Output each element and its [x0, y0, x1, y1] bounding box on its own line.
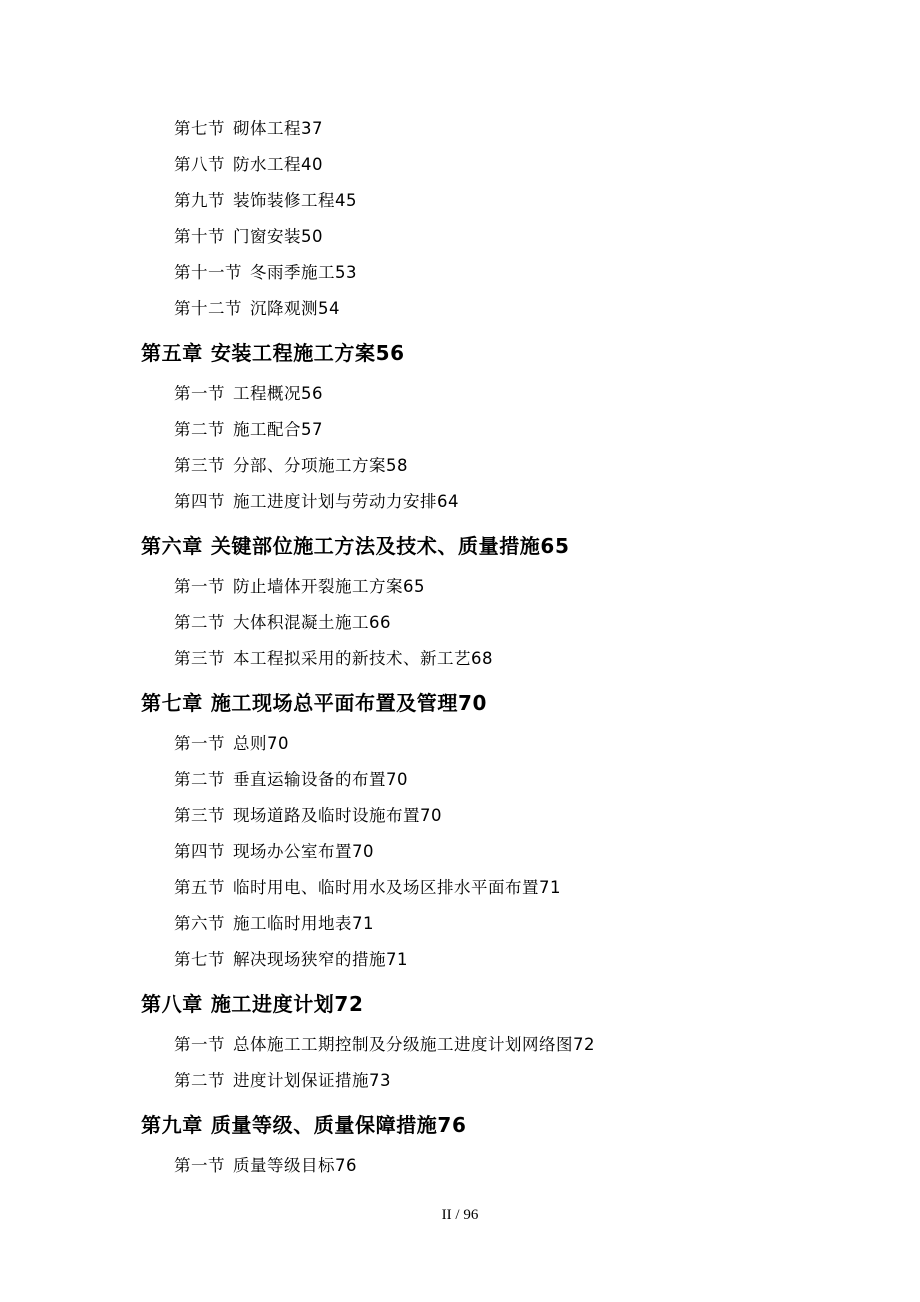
section-page: 58 — [386, 456, 408, 475]
section-number: 第四节 — [174, 492, 225, 511]
section-number: 第二节 — [174, 1071, 225, 1090]
section-number: 第九节 — [174, 191, 225, 210]
section-number: 第十节 — [174, 227, 225, 246]
toc-section-entry[interactable] — [174, 736, 289, 753]
toc-section-entry[interactable] — [174, 772, 408, 789]
section-title: 进度计划保证措施 — [233, 1071, 369, 1090]
section-title: 冬雨季施工 — [250, 263, 335, 282]
section-page: 70 — [386, 770, 408, 789]
section-number: 第一节 — [174, 384, 225, 403]
section-title: 施工进度计划与劳动力安排 — [233, 492, 437, 511]
section-page: 57 — [301, 420, 323, 439]
toc-section-entry[interactable] — [174, 193, 357, 210]
toc-section-entry[interactable] — [174, 579, 425, 596]
section-number: 第三节 — [174, 456, 225, 475]
chapter-number: 第七章 — [141, 691, 203, 715]
section-page: 54 — [318, 299, 340, 318]
section-page: 64 — [437, 492, 459, 511]
toc-section-entry[interactable] — [174, 952, 408, 969]
section-page: 72 — [573, 1035, 595, 1054]
section-number: 第四节 — [174, 842, 225, 861]
section-title: 砌体工程 — [233, 119, 301, 138]
section-page: 71 — [352, 914, 374, 933]
toc-section-entry[interactable] — [174, 422, 323, 439]
toc-section-entry[interactable] — [174, 880, 561, 897]
chapter-page: 70 — [458, 691, 488, 715]
section-page: 71 — [539, 878, 561, 897]
chapter-page: 72 — [334, 992, 364, 1016]
section-number: 第三节 — [174, 806, 225, 825]
section-number: 第二节 — [174, 420, 225, 439]
section-number: 第一节 — [174, 734, 225, 753]
section-page: 71 — [386, 950, 408, 969]
toc-section-entry[interactable] — [174, 615, 391, 632]
chapter-number: 第九章 — [141, 1113, 203, 1137]
section-title: 门窗安装 — [233, 227, 301, 246]
section-title: 临时用电、临时用水及场区排水平面布置 — [233, 878, 539, 897]
section-title: 解决现场狭窄的措施 — [233, 950, 386, 969]
section-title: 现场道路及临时设施布置 — [233, 806, 420, 825]
section-number: 第二节 — [174, 613, 225, 632]
section-title: 质量等级目标 — [233, 1156, 335, 1175]
toc-chapter-entry[interactable] — [141, 1115, 466, 1135]
section-page: 53 — [335, 263, 357, 282]
section-title: 施工临时用地表 — [233, 914, 352, 933]
section-page: 70 — [352, 842, 374, 861]
section-title: 分部、分项施工方案 — [233, 456, 386, 475]
chapter-title: 质量等级、质量保障措施 — [210, 1113, 438, 1137]
section-page: 73 — [369, 1071, 391, 1090]
toc-section-entry[interactable] — [174, 494, 459, 511]
section-number: 第七节 — [174, 119, 225, 138]
section-title: 现场办公室布置 — [233, 842, 352, 861]
section-number: 第六节 — [174, 914, 225, 933]
section-title: 总体施工工期控制及分级施工进度计划网络图 — [233, 1035, 573, 1054]
section-title: 总则 — [233, 734, 267, 753]
toc-section-entry[interactable] — [174, 157, 323, 174]
toc-section-entry[interactable] — [174, 121, 323, 138]
chapter-title: 施工现场总平面布置及管理 — [210, 691, 459, 715]
toc-chapter-entry[interactable] — [141, 343, 405, 363]
section-title: 沉降观测 — [250, 299, 318, 318]
chapter-page: 76 — [437, 1113, 467, 1137]
section-title: 装饰装修工程 — [233, 191, 335, 210]
section-title: 本工程拟采用的新技术、新工艺 — [233, 649, 471, 668]
section-page: 40 — [301, 155, 323, 174]
toc-chapter-entry[interactable] — [141, 693, 487, 713]
section-number: 第五节 — [174, 878, 225, 897]
page-number-footer: II / 96 — [441, 1207, 479, 1223]
section-number: 第十二节 — [174, 299, 242, 318]
chapter-title: 安装工程施工方案 — [210, 341, 376, 365]
toc-section-entry[interactable] — [174, 1037, 595, 1054]
chapter-page: 56 — [375, 341, 405, 365]
chapter-number: 第六章 — [141, 534, 203, 558]
toc-section-entry[interactable] — [174, 916, 374, 933]
section-title: 垂直运输设备的布置 — [233, 770, 386, 789]
section-page: 65 — [403, 577, 425, 596]
toc-section-entry[interactable] — [174, 229, 323, 246]
section-page: 50 — [301, 227, 323, 246]
section-page: 70 — [267, 734, 289, 753]
toc-section-entry[interactable] — [174, 844, 374, 861]
section-number: 第一节 — [174, 1156, 225, 1175]
section-title: 防止墙体开裂施工方案 — [233, 577, 403, 596]
section-title: 防水工程 — [233, 155, 301, 174]
section-page: 37 — [301, 119, 323, 138]
toc-section-entry[interactable] — [174, 808, 442, 825]
section-page: 56 — [301, 384, 323, 403]
section-number: 第八节 — [174, 155, 225, 174]
section-page: 45 — [335, 191, 357, 210]
toc-section-entry[interactable] — [174, 301, 340, 318]
section-page: 66 — [369, 613, 391, 632]
chapter-number: 第五章 — [141, 341, 203, 365]
section-number: 第一节 — [174, 577, 225, 596]
section-number: 第十一节 — [174, 263, 242, 282]
toc-chapter-entry[interactable] — [141, 994, 363, 1014]
toc-section-entry[interactable] — [174, 1073, 391, 1090]
toc-chapter-entry[interactable] — [141, 536, 569, 556]
chapter-number: 第八章 — [141, 992, 203, 1016]
toc-section-entry[interactable] — [174, 458, 408, 475]
section-page: 68 — [471, 649, 493, 668]
toc-section-entry[interactable] — [174, 1158, 357, 1175]
section-title: 大体积混凝土施工 — [233, 613, 369, 632]
chapter-page: 65 — [540, 534, 570, 558]
section-title: 工程概况 — [233, 384, 301, 403]
toc-section-entry[interactable] — [174, 386, 323, 403]
section-number: 第七节 — [174, 950, 225, 969]
chapter-title: 施工进度计划 — [210, 992, 335, 1016]
section-title: 施工配合 — [233, 420, 301, 439]
section-number: 第三节 — [174, 649, 225, 668]
toc-section-entry[interactable] — [174, 265, 357, 282]
section-number: 第一节 — [174, 1035, 225, 1054]
section-page: 70 — [420, 806, 442, 825]
section-page: 76 — [335, 1156, 357, 1175]
chapter-title: 关键部位施工方法及技术、质量措施 — [210, 534, 541, 558]
toc-section-entry[interactable] — [174, 651, 493, 668]
section-number: 第二节 — [174, 770, 225, 789]
